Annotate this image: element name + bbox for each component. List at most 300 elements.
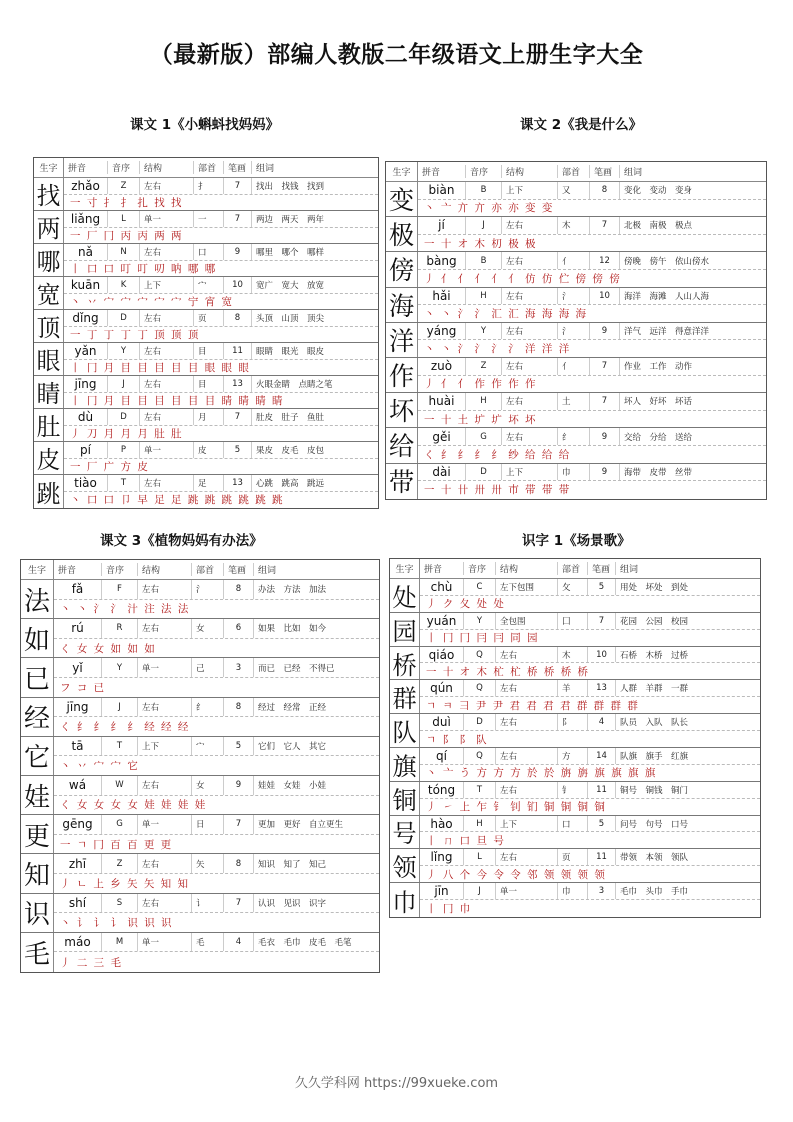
radical-cell: 扌: [194, 178, 224, 194]
radical-cell: 攵: [558, 579, 588, 595]
info-line: [64, 178, 378, 195]
character-cell: 铜: [390, 782, 420, 815]
radical-cell: 口: [194, 244, 224, 260]
radical-cell: 足: [194, 475, 224, 491]
info-line: [64, 376, 378, 393]
info-line: [54, 776, 379, 796]
words-cell: 人群 羊群 一群: [620, 684, 689, 695]
pinyin-cell: jīn: [420, 883, 464, 899]
table-row: [390, 849, 760, 883]
character-cell: 坏: [386, 393, 418, 427]
radical-cell: 女: [192, 776, 224, 795]
structure-cell: 左右: [138, 619, 192, 638]
character-info: [420, 613, 760, 646]
pinyin-cell: duì: [420, 714, 464, 730]
pinyin-cell: liǎng: [64, 211, 108, 227]
table-row: [386, 464, 766, 499]
phonetic-order-cell: Z: [102, 854, 138, 873]
radical-cell: 又: [558, 182, 590, 199]
stroke-order: 一 十 土 圹 圹 坏 坏: [424, 413, 538, 426]
character-cell: 号: [390, 816, 420, 849]
character-info: [418, 217, 766, 251]
character-info: [64, 277, 378, 309]
stroke-order: 丶 丶 氵 氵 汇 汇 海 海 海 海: [424, 307, 588, 320]
character-cell: 队: [390, 714, 420, 747]
info-line: [418, 217, 766, 235]
pinyin-cell: máo: [54, 933, 102, 952]
structure-cell: 全包围: [496, 613, 558, 629]
info-line: [418, 428, 766, 446]
stroke-count-cell: 7: [224, 894, 254, 913]
stroke-order: 丶 亠 う 方 方 方 於 於 旃 旃 旗 旗 旗 旗: [426, 767, 657, 780]
structure-cell: 上下: [496, 816, 558, 832]
structure-cell: 左右: [140, 244, 194, 260]
stroke-order: く 女 女 女 女 娃 娃 娃 娃: [60, 799, 207, 812]
stroke-order: く 纟 纟 纟 纟 经 经 经: [60, 720, 190, 733]
stroke-count-cell: 7: [224, 211, 252, 227]
character-info: [420, 849, 760, 882]
structure-cell: 左右: [502, 252, 558, 269]
structure-cell: 左右: [496, 714, 558, 730]
character-info: [420, 647, 760, 680]
character-cell: 巾: [390, 883, 420, 917]
stroke-order: 一 十 オ 木 杧 杧 桥 桥 桥 桥: [426, 665, 590, 678]
table-row: [386, 288, 766, 323]
pinyin-cell: jīng: [64, 376, 108, 392]
structure-cell: 左右: [496, 647, 558, 663]
pinyin-cell: shí: [54, 894, 102, 913]
stroke-count-cell: 5: [224, 737, 254, 756]
table-header: [386, 162, 766, 182]
phonetic-order-cell: D: [108, 310, 140, 326]
info-line: [418, 464, 766, 482]
table-row: [390, 714, 760, 748]
info-line: [420, 883, 760, 900]
words-cell: 娃娃 女娃 小娃: [258, 781, 327, 792]
phonetic-order-cell: D: [464, 714, 496, 730]
structure-cell: 左右: [496, 849, 558, 865]
table-row: [390, 613, 760, 647]
stroke-order: 丶 丷 宀 宀 它: [60, 760, 140, 773]
phonetic-order-cell: C: [464, 579, 496, 595]
phonetic-order-cell: D: [108, 409, 140, 425]
stroke-order: く 女 女 如 如 如: [60, 642, 157, 655]
stroke-order: 一 十 オ 木 朷 极 极: [424, 237, 538, 250]
words-cell: 海带 皮带 丝带: [624, 467, 693, 478]
table-row: [390, 883, 760, 917]
phonetic-order-cell: T: [102, 737, 138, 756]
phonetic-order-cell: G: [102, 815, 138, 834]
character-cell: 极: [386, 217, 418, 251]
info-line: [420, 647, 760, 664]
stroke-count-cell: 9: [590, 323, 620, 340]
phonetic-order-cell: R: [102, 619, 138, 638]
character-cell: 变: [386, 182, 418, 216]
character-cell: 海: [386, 288, 418, 322]
info-line: [54, 619, 379, 639]
stroke-count-cell: 8: [590, 182, 620, 199]
pinyin-cell: jí: [418, 217, 466, 234]
stroke-count-cell: 5: [588, 579, 616, 595]
stroke-count-cell: 7: [224, 178, 252, 194]
character-info: [418, 252, 766, 286]
stroke-order: 丶 丶 氵 氵 汁 注 法 法: [60, 603, 190, 616]
words-cell: 如果 比如 如今: [258, 624, 327, 635]
info-line: [420, 782, 760, 799]
pinyin-cell: chù: [420, 579, 464, 595]
pinyin-cell: bàng: [418, 252, 466, 269]
info-line: [54, 894, 379, 914]
radical-cell: 页: [194, 310, 224, 326]
phonetic-order-cell: H: [464, 816, 496, 832]
table-row: [21, 933, 379, 972]
character-info: [54, 933, 379, 972]
pinyin-cell: wá: [54, 776, 102, 795]
stroke-count-cell: 11: [588, 849, 616, 865]
character-info: [418, 464, 766, 499]
phonetic-order-cell: M: [102, 933, 138, 952]
info-line: [420, 816, 760, 833]
table-header: [34, 158, 378, 178]
table-row: [390, 782, 760, 816]
character-cell: 作: [386, 358, 418, 392]
structure-cell: 单一: [138, 933, 192, 952]
info-line: [420, 748, 760, 765]
character-info: [54, 894, 379, 932]
words-cell: 用处 坏处 到处: [620, 582, 689, 593]
header-cell: 音序: [464, 562, 496, 575]
phonetic-order-cell: L: [108, 211, 140, 227]
stroke-order: 丨 口 口 叮 叮 叨 呐 哪 哪: [70, 262, 217, 275]
phonetic-order-cell: P: [108, 442, 140, 458]
table-row: [21, 737, 379, 776]
stroke-count-cell: 7: [224, 815, 254, 834]
header-cell: 结构: [140, 161, 194, 174]
words-cell: 找出 找钱 找到: [256, 181, 325, 192]
pinyin-cell: rú: [54, 619, 102, 638]
radical-cell: 氵: [192, 580, 224, 599]
radical-cell: 巾: [558, 464, 590, 481]
stroke-order: 丿 亻 亻 作 作 作 作: [424, 378, 538, 391]
pinyin-cell: pí: [64, 442, 108, 458]
character-cell: 宽: [34, 277, 64, 309]
character-info: [418, 288, 766, 322]
character-cell: 跳: [34, 475, 64, 508]
structure-cell: 左右: [138, 854, 192, 873]
character-cell: 带: [386, 464, 418, 499]
header-cell: 部首: [558, 165, 590, 178]
character-cell: 更: [21, 815, 54, 853]
info-line: [418, 393, 766, 411]
words-cell: 队旗 旗手 红旗: [620, 751, 689, 762]
radical-cell: 女: [192, 619, 224, 638]
stroke-order: 丶 亠 亣 亣 亦 亦 变 变: [424, 202, 554, 215]
pinyin-cell: tiào: [64, 475, 108, 491]
pinyin-cell: lǐng: [420, 849, 464, 865]
stroke-order: 丶 丶 氵 氵 氵 氵 洋 洋 洋: [424, 343, 571, 356]
table-row: [21, 698, 379, 737]
radical-cell: 毛: [192, 933, 224, 952]
phonetic-order-cell: N: [108, 244, 140, 260]
table-row: [386, 217, 766, 252]
radical-cell: 氵: [558, 323, 590, 340]
stroke-order: ㄱ 阝 阝 队: [426, 733, 489, 746]
table-row: [386, 428, 766, 463]
character-info: [420, 714, 760, 747]
radical-cell: 阝: [558, 714, 588, 730]
structure-cell: 上下: [138, 737, 192, 756]
table-row: [21, 815, 379, 854]
phonetic-order-cell: Q: [464, 647, 496, 663]
info-line: [420, 849, 760, 866]
radical-cell: 亻: [558, 252, 590, 269]
structure-cell: 左右: [502, 358, 558, 375]
character-cell: 给: [386, 428, 418, 462]
radical-cell: 亻: [558, 358, 590, 375]
character-cell: 两: [34, 211, 64, 243]
character-info: [418, 323, 766, 357]
table-row: [21, 854, 379, 893]
structure-cell: 单一: [138, 815, 192, 834]
header-cell: 笔画: [588, 562, 616, 575]
table-row: [34, 178, 378, 211]
radical-cell: 纟: [558, 428, 590, 445]
character-info: [418, 393, 766, 427]
header-cell: 部首: [194, 161, 224, 174]
info-line: [64, 475, 378, 492]
pinyin-cell: yáng: [418, 323, 466, 340]
table-row: [21, 580, 379, 619]
header-cell: 拼音: [418, 165, 466, 178]
header-cell: 拼音: [420, 562, 464, 575]
radical-cell: 页: [558, 849, 588, 865]
stroke-order: 一 厂 广 方 皮: [70, 460, 150, 473]
structure-cell: 上下: [502, 182, 558, 199]
table-row: [390, 816, 760, 850]
character-cell: 顶: [34, 310, 64, 342]
radical-cell: 目: [194, 343, 224, 359]
info-line: [418, 182, 766, 200]
table-row: [386, 182, 766, 217]
header-cell: 笔画: [224, 161, 252, 174]
pinyin-cell: huài: [418, 393, 466, 410]
stroke-count-cell: 4: [224, 933, 254, 952]
character-cell: 旗: [390, 748, 420, 781]
structure-cell: 左右: [496, 748, 558, 764]
radical-cell: 矢: [192, 854, 224, 873]
radical-cell: 氵: [558, 288, 590, 305]
stroke-order: 丨 冂 月 目 目 目 目 目 目 睛 睛 睛 睛: [70, 394, 285, 407]
phonetic-order-cell: Q: [464, 748, 496, 764]
phonetic-order-cell: G: [466, 428, 502, 445]
radical-cell: 宀: [192, 737, 224, 756]
header-cell: 结构: [496, 562, 558, 575]
structure-cell: 左右: [502, 217, 558, 234]
header-cell: 音序: [102, 563, 138, 576]
words-cell: 花园 公园 校园: [620, 616, 689, 627]
radical-cell: 口: [558, 816, 588, 832]
character-info: [418, 428, 766, 462]
table-row: [390, 579, 760, 613]
stroke-order: 丿 刀 月 月 月 肚 肚: [70, 427, 184, 440]
stroke-count-cell: 13: [224, 475, 252, 491]
phonetic-order-cell: J: [466, 217, 502, 234]
character-cell: 群: [390, 680, 420, 713]
info-line: [420, 613, 760, 630]
words-cell: 坏人 好坏 坏话: [624, 397, 693, 408]
words-cell: 知识 知了 知己: [258, 859, 327, 870]
pinyin-cell: tóng: [420, 782, 464, 798]
character-cell: 知: [21, 854, 54, 892]
character-cell: 经: [21, 698, 54, 736]
words-cell: 交给 分给 送给: [624, 432, 693, 443]
character-cell: 哪: [34, 244, 64, 276]
info-line: [64, 310, 378, 327]
stroke-order: 丿 二 三 毛: [60, 956, 123, 969]
vocab-table: [33, 157, 379, 509]
stroke-count-cell: 6: [224, 619, 254, 638]
structure-cell: 单一: [496, 883, 558, 899]
table-row: [390, 748, 760, 782]
words-cell: 队员 入队 队长: [620, 718, 689, 729]
header-cell: 生字: [21, 560, 54, 579]
stroke-count-cell: 7: [224, 409, 252, 425]
vocab-table: [20, 559, 380, 973]
pinyin-cell: yǎn: [64, 343, 108, 359]
phonetic-order-cell: D: [466, 464, 502, 481]
pinyin-cell: fǎ: [54, 580, 102, 599]
structure-cell: 单一: [140, 442, 194, 458]
stroke-count-cell: 7: [590, 217, 620, 234]
words-cell: 火眼金睛 点睛之笔: [256, 379, 333, 390]
character-cell: 眼: [34, 343, 64, 375]
stroke-count-cell: 5: [224, 442, 252, 458]
character-info: [64, 343, 378, 375]
character-info: [64, 409, 378, 441]
structure-cell: 左右: [140, 343, 194, 359]
phonetic-order-cell: Z: [108, 178, 140, 194]
character-info: [420, 883, 760, 917]
stroke-order: ㄱ ㅋ ⺕ 尹 尹 君 君 君 君 群 群 群 群: [426, 699, 640, 712]
pinyin-cell: dài: [418, 464, 466, 481]
stroke-order: 丿 ㇀ 上 乍 钅 钊 钔 铜 铜 铜 铜: [426, 801, 607, 814]
stroke-order: 丶 口 口 卩 早 足 足 跳 跳 跳 跳 跳 跳: [70, 494, 285, 507]
phonetic-order-cell: Z: [466, 358, 502, 375]
stroke-count-cell: 3: [224, 658, 254, 677]
structure-cell: 左右: [502, 288, 558, 305]
words-cell: 哪里 哪个 哪样: [256, 247, 325, 258]
phonetic-order-cell: K: [108, 277, 140, 293]
stroke-count-cell: 13: [588, 680, 616, 696]
character-info: [418, 358, 766, 392]
info-line: [418, 323, 766, 341]
stroke-count-cell: 10: [224, 277, 252, 293]
table-row: [386, 252, 766, 287]
character-cell: 园: [390, 613, 420, 646]
radical-cell: 皮: [194, 442, 224, 458]
character-info: [54, 776, 379, 814]
words-cell: 认识 见识 识字: [258, 898, 327, 909]
phonetic-order-cell: Q: [464, 680, 496, 696]
phonetic-order-cell: T: [464, 782, 496, 798]
structure-cell: 左右: [502, 428, 558, 445]
structure-cell: 左右: [140, 409, 194, 425]
radical-cell: 一: [194, 211, 224, 227]
stroke-order: フ コ 已: [60, 681, 106, 694]
radical-cell: 土: [558, 393, 590, 410]
structure-cell: 左右: [502, 323, 558, 340]
character-info: [420, 748, 760, 781]
table-row: [34, 244, 378, 277]
table-row: [386, 323, 766, 358]
table-header: [21, 560, 379, 580]
pinyin-cell: dù: [64, 409, 108, 425]
character-cell: 如: [21, 619, 54, 657]
radical-cell: 宀: [194, 277, 224, 293]
stroke-count-cell: 12: [590, 252, 620, 269]
table-row: [34, 211, 378, 244]
pinyin-cell: qí: [420, 748, 464, 764]
character-info: [420, 680, 760, 713]
stroke-count-cell: 9: [224, 244, 252, 260]
table-row: [386, 393, 766, 428]
pinyin-cell: zhī: [54, 854, 102, 873]
words-cell: 变化 变动 变身: [624, 186, 693, 197]
stroke-count-cell: 10: [590, 288, 620, 305]
table-row: [34, 310, 378, 343]
pinyin-cell: kuān: [64, 277, 108, 293]
phonetic-order-cell: H: [466, 288, 502, 305]
character-info: [54, 698, 379, 736]
radical-cell: 月: [194, 409, 224, 425]
radical-cell: 巾: [558, 883, 588, 899]
radical-cell: 囗: [558, 613, 588, 629]
radical-cell: 羊: [558, 680, 588, 696]
character-info: [420, 782, 760, 815]
table-row: [34, 277, 378, 310]
info-line: [54, 658, 379, 678]
character-info: [64, 442, 378, 474]
character-cell: 处: [390, 579, 420, 612]
words-cell: 带领 本领 领队: [620, 853, 689, 864]
info-line: [420, 714, 760, 731]
info-line: [54, 854, 379, 874]
phonetic-order-cell: J: [464, 883, 496, 899]
structure-cell: 左右: [502, 393, 558, 410]
phonetic-order-cell: Y: [108, 343, 140, 359]
stroke-count-cell: 7: [590, 358, 620, 375]
character-cell: 它: [21, 737, 54, 775]
stroke-order: 一 寸 扌 扌 扎 找 找: [70, 196, 184, 209]
character-info: [54, 619, 379, 657]
radical-cell: 讠: [192, 894, 224, 913]
footer-watermark: 久久学科网 https://99xueke.com: [294, 1076, 499, 1091]
character-cell: 法: [21, 580, 54, 618]
header-info: [64, 158, 378, 177]
header-info: [420, 559, 760, 578]
stroke-order: 丿 ㄴ 上 乡 矢 矢 知 知: [60, 877, 190, 890]
stroke-count-cell: 8: [224, 854, 254, 873]
stroke-order: 一 ㄱ 冂 百 百 更 更: [60, 838, 173, 851]
words-cell: 果皮 皮毛 皮包: [256, 445, 325, 456]
stroke-order: 丨 冂 巾: [426, 903, 472, 916]
pinyin-cell: zhǎo: [64, 178, 108, 194]
vocab-table: [389, 558, 761, 918]
words-cell: 头顶 山顶 顶尖: [256, 313, 325, 324]
character-info: [54, 737, 379, 775]
character-info: [64, 244, 378, 276]
stroke-count-cell: 13: [224, 376, 252, 392]
